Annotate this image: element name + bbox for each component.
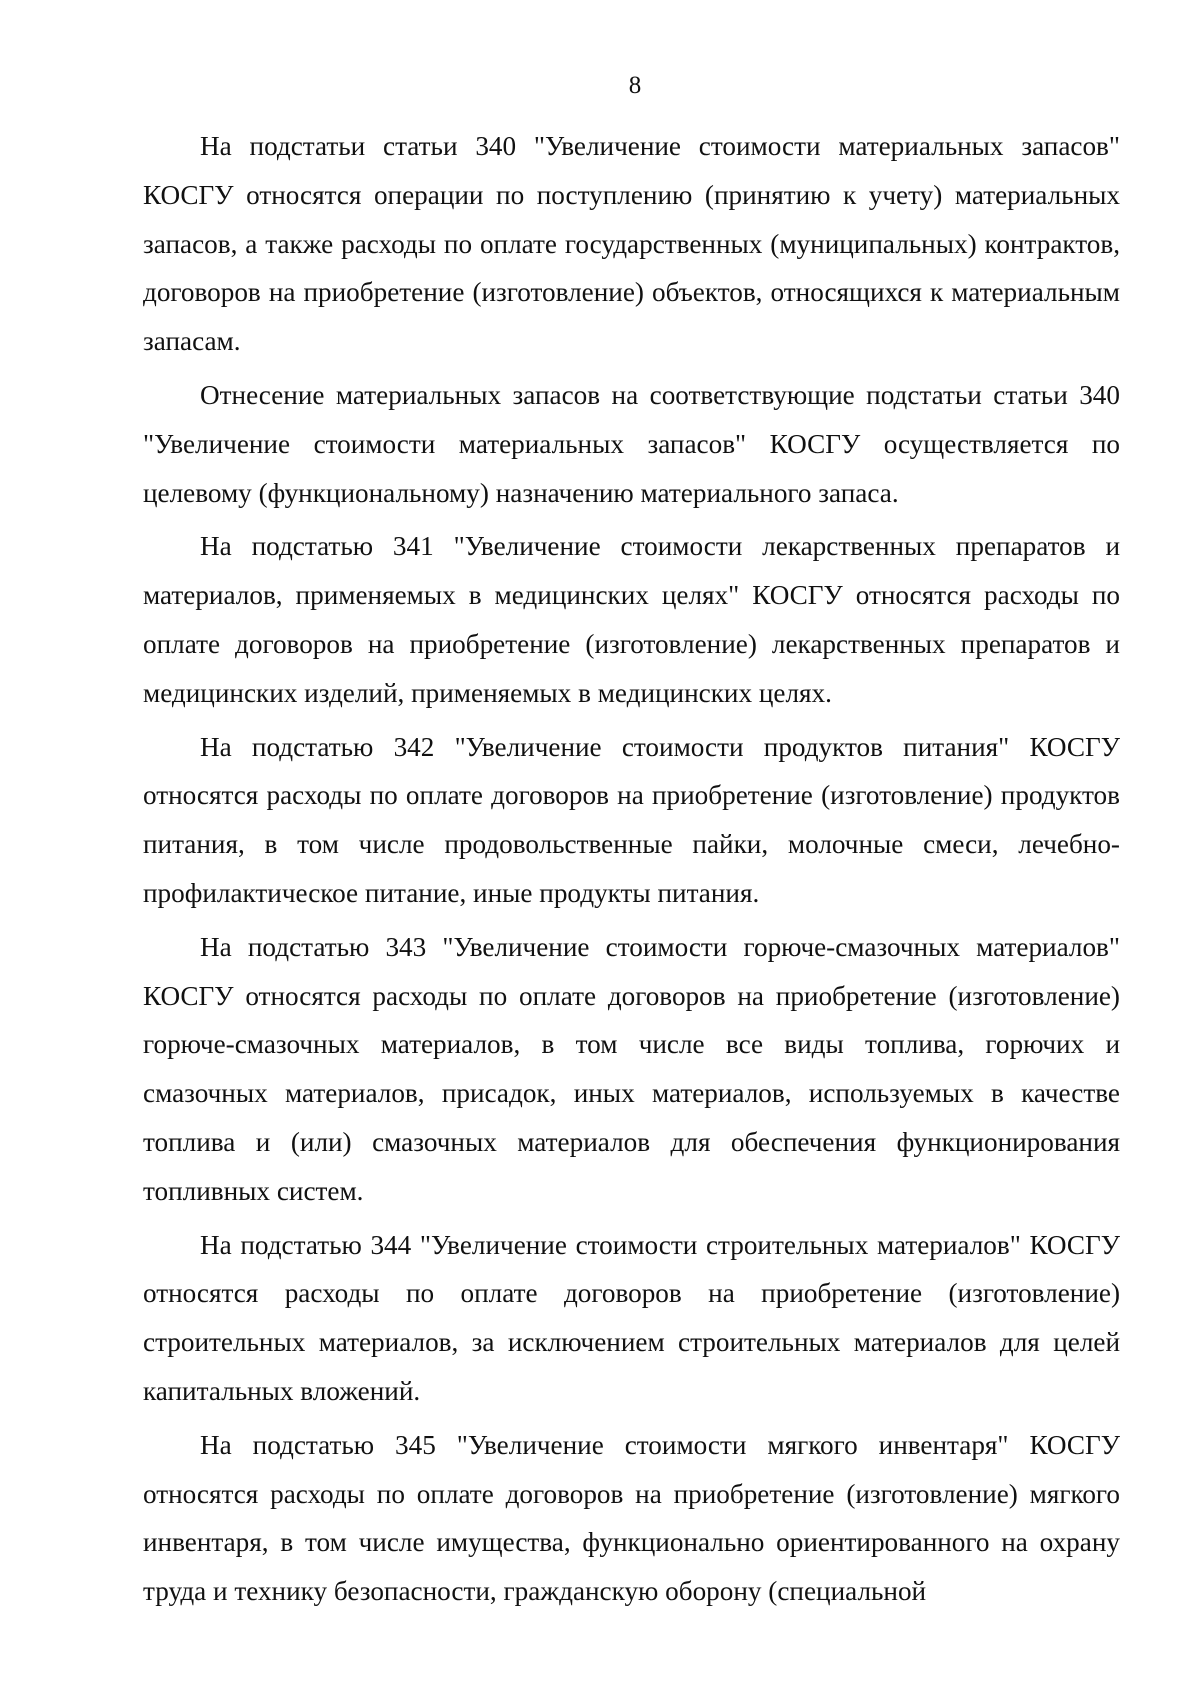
paragraph-subarticle-344: На подстатью 344 "Увеличение стоимости строительных материалов" КОСГУ относятся расходы по оплате договоров на приобретение (изготовление) строительных материалов, за исключением строительных материалов для целей капитальных вложений.: [143, 1229, 1120, 1406]
paragraph-subarticle-345: На подстатью 345 "Увеличение стоимости мягкого инвентаря" КОСГУ относятся расходы по оплате договоров на приобретение (изготовление) мягкого инвентаря, в том числе имущества, функционально ориентированного на охрану труда и технику безопасности, гражданскую оборону (специальной: [143, 1429, 1120, 1607]
paragraph-subarticle-341: На подстатью 341 "Увеличение стоимости лекарственных препаратов и материалов, применяемых в медицинских целях" КОСГУ относятся расходы по оплате договоров на приобретение (изготовление) лекарственных препаратов и медицинских изделий, применяемых в медицинских целях.: [143, 531, 1120, 708]
paragraph-article-340-overview: На подстатьи статьи 340 "Увеличение стоимости материальных запасов" КОСГУ относятся операции по поступлению (принятию к учету) материальных запасов, а также расходы по оплате государственных (муниципальных) контрактов, договоров на приобретение (изготовление) объектов, относящихся к материальным запасам.: [143, 131, 1120, 357]
document-body: [143, 122, 1120, 1616]
paragraph-article-340-assignment: Отнесение материальных запасов на соответствующие подстатьи статьи 340 "Увеличение стоимости материальных запасов" КОСГУ осуществляется по целевому (функциональному) назначению материального запаса.: [143, 379, 1120, 508]
paragraph-subarticle-343: На подстатью 343 "Увеличение стоимости горюче-смазочных материалов" КОСГУ относятся расходы по оплате договоров на приобретение (изготовление) горюче-смазочных материалов, в том числе все виды топлива, горючих и смазочных материалов, присадок, иных материалов, используемых в качестве топлива и (или) смазочных материалов для обеспечения функционирования топливных систем.: [143, 931, 1120, 1206]
paragraph-subarticle-342: На подстатью 342 "Увеличение стоимости продуктов питания" КОСГУ относятся расходы по оплате договоров на приобретение (изготовление) продуктов питания, в том числе продовольственные пайки, молочные смеси, лечебно-профилактическое питание, иные продукты питания.: [143, 731, 1120, 908]
page-number: 8: [628, 72, 642, 99]
